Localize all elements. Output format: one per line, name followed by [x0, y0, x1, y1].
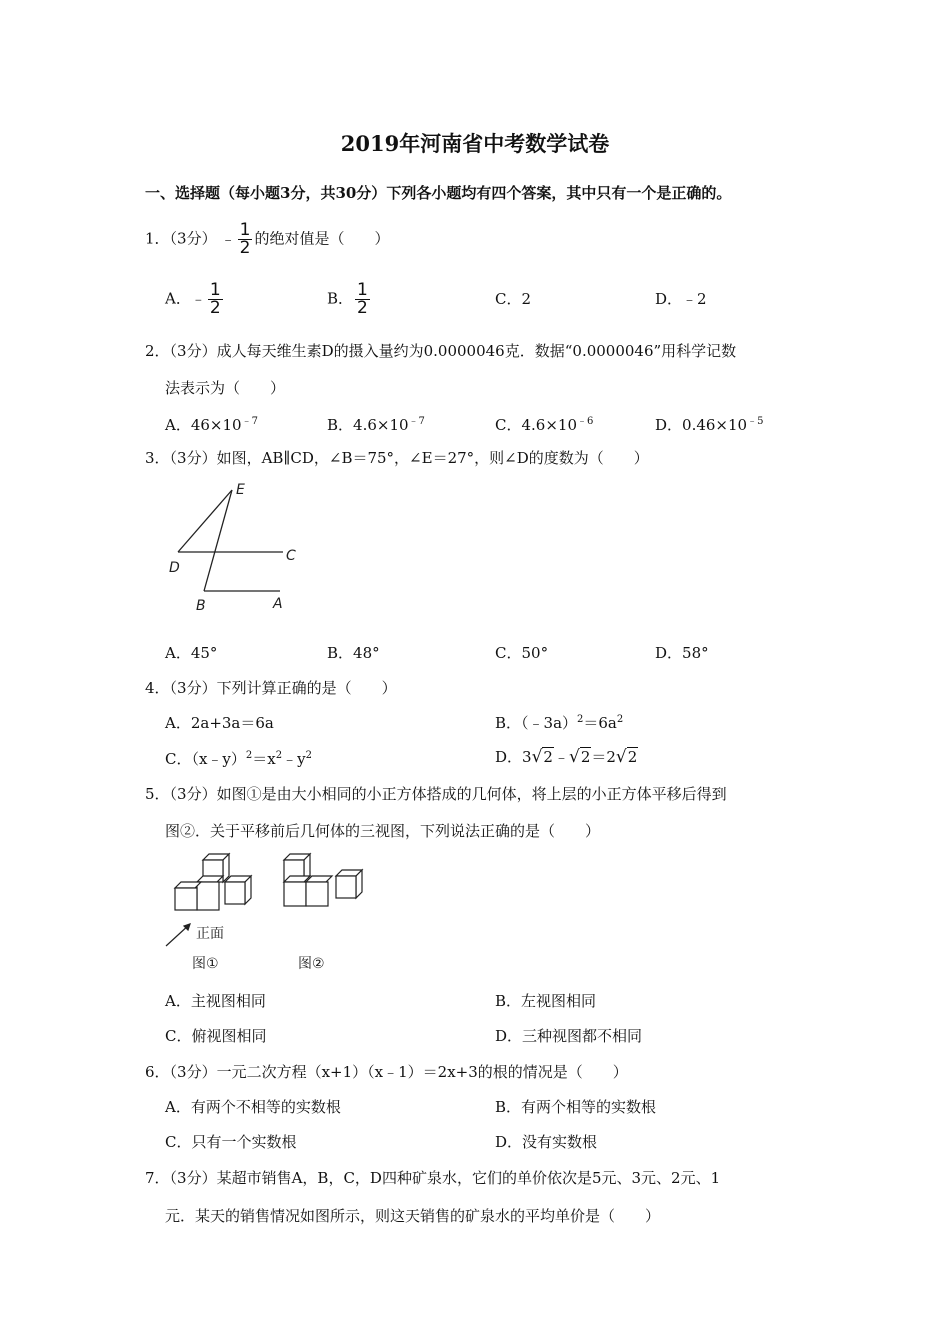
option-c: C．50° — [495, 644, 549, 662]
option-d: D．$0.46\times 10^{﹣5}$ — [655, 416, 764, 434]
option-c: C．2 — [495, 290, 532, 308]
option-d: D．﹣2 — [655, 290, 707, 308]
option-a: A．有两个不相等的实数根 — [165, 1098, 341, 1116]
option-b: B．左视图相同 — [495, 992, 597, 1010]
front-label: 正面 — [196, 926, 224, 942]
label-d: D — [169, 560, 180, 576]
figure-1-label: 图① — [192, 956, 219, 972]
figure-1-solid — [175, 854, 251, 910]
option-b: B． $\frac{1}{2}$ — [327, 280, 368, 318]
minus-sign: ﹣ — [220, 229, 236, 248]
question-5-line-2: 图②．关于平移前后几何体的三视图，下列说法正确的是（ ） — [165, 822, 601, 840]
question-number: 1． — [145, 229, 170, 248]
question-7-line-2: 元．某天的销售情况如图所示，则这天销售的矿泉水的平均单价是（ ） — [165, 1207, 661, 1225]
option-b: B．有两个相等的实数根 — [495, 1098, 657, 1116]
option-c: C．$(x﹣y)^2=x^2﹣y^2$ — [165, 750, 312, 768]
option-c: C．$4.6\times 10^{﹣6}$ — [495, 416, 594, 434]
option-a: A．45° — [165, 644, 218, 662]
figure-2-label: 图② — [298, 956, 325, 972]
cube-figures — [160, 848, 380, 976]
option-d: D．没有实数根 — [495, 1133, 598, 1151]
question-2-line-2: 法表示为（ ） — [165, 379, 286, 397]
option-b: B．48° — [327, 644, 380, 662]
option-a: A．2a+3a＝6a — [165, 714, 274, 732]
option-c: C．俯视图相同 — [165, 1027, 267, 1045]
figure-2-solid — [284, 854, 362, 906]
label-e: E — [236, 482, 245, 498]
fraction: $\frac{1}{2}$ — [239, 220, 251, 258]
label-c: C — [286, 548, 296, 564]
option-a: A．$46\times 10^{﹣7}$ — [165, 416, 258, 434]
option-a: A．主视图相同 — [165, 992, 266, 1010]
option-d: D．三种视图都不相同 — [495, 1027, 643, 1045]
question-7-line-1: 7．（3分）某超市销售A，B，C，D四种矿泉水，它们的单价依次是5元、3元、2元、1 — [145, 1169, 721, 1187]
option-d: D．3√2﹣√2＝2√2 — [495, 747, 638, 767]
section-heading: 一、选择题（每小题3分，共30分）下列各小题均有四个答案，其中只有一个是正确的。 — [145, 184, 732, 202]
question-3: 3．（3分）如图，AB∥CD，∠B＝75°，∠E＝27°，则∠D的度数为（ ） — [145, 449, 649, 467]
question-4: 4．（3分）下列计算正确的是（ ） — [145, 679, 397, 697]
question-6: 6．（3分）一元二次方程（x+1）（x﹣1）＝2x+3的根的情况是（ ） — [145, 1063, 628, 1081]
option-b: B．$(﹣3a)^2=6a^2$ — [495, 714, 624, 732]
option-b: B．$4.6\times 10^{﹣7}$ — [327, 416, 425, 434]
question-2-line-1: 2．（3分）成人每天维生素D的摄入量约为0.0000046克．数据“0.0000046”用科学记数 — [145, 342, 737, 360]
question-1 — [145, 222, 389, 257]
label-a: A — [273, 596, 283, 612]
page-title: 2019年河南省中考数学试卷 — [340, 131, 610, 156]
parallel-lines-figure — [160, 478, 310, 618]
question-5-line-1: 5．（3分）如图①是由大小相同的小正方体搭成的几何体，将上层的小正方体平移后得到 — [145, 785, 727, 803]
question-text: 的绝对值是（ ） — [254, 229, 390, 248]
label-b: B — [196, 598, 206, 614]
option-a: A．﹣ $\frac{1}{2}$ — [165, 280, 221, 318]
option-d: D．58° — [655, 644, 709, 662]
option-c: C．只有一个实数根 — [165, 1133, 297, 1151]
question-score: （3分） — [169, 229, 217, 248]
